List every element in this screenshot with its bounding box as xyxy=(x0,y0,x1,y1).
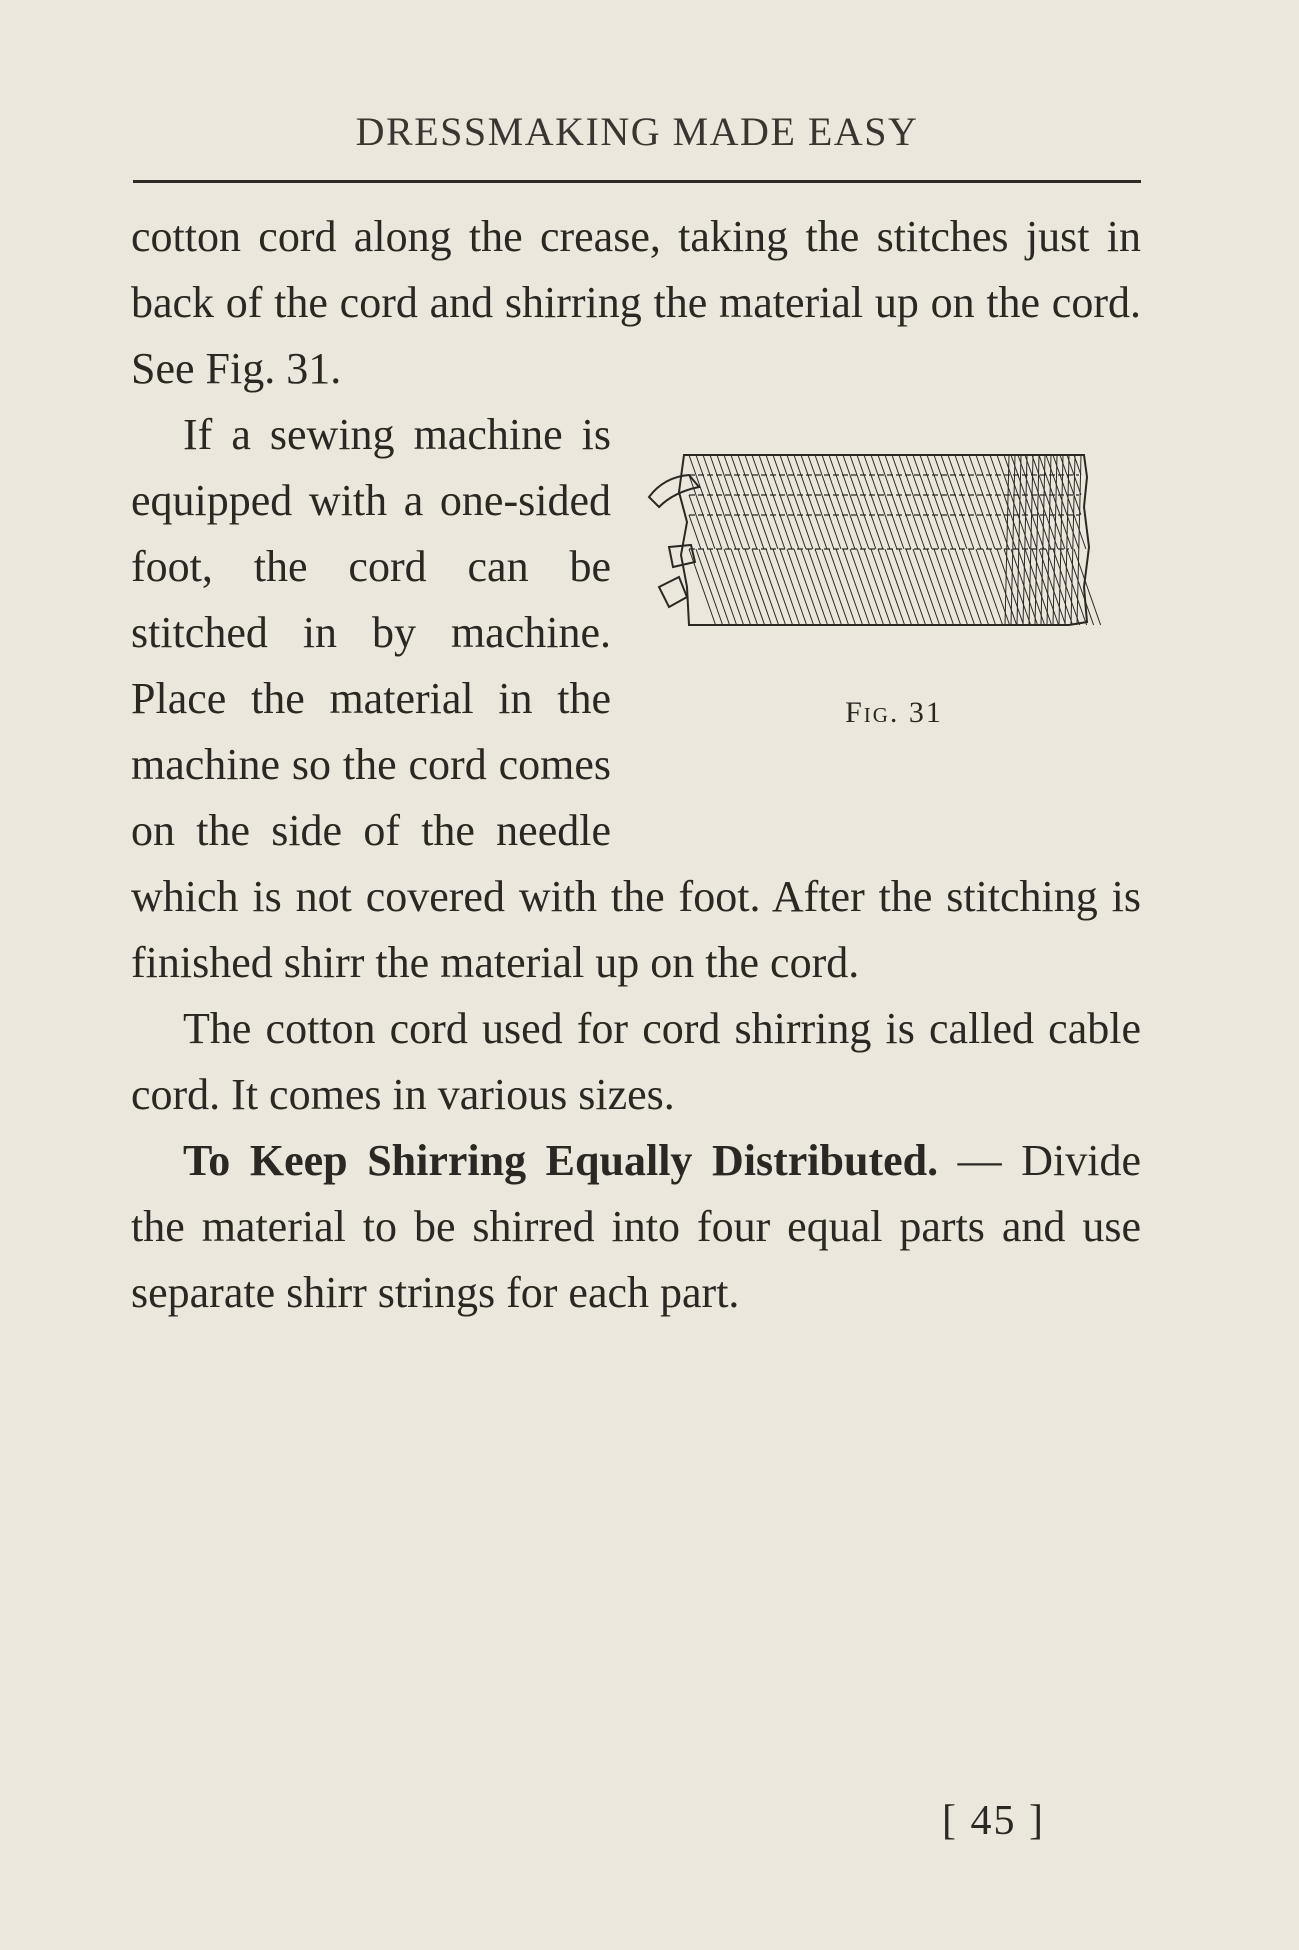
em-dash: — xyxy=(938,1136,1022,1185)
run-in-heading: To Keep Shirring Equally Distributed. xyxy=(183,1136,939,1185)
page-number: [ 45 ] xyxy=(942,1798,1045,1844)
paragraph-1: cotton cord along the crease, taking the stitches just in back of the cord and shirring the material up on the cord. See Fig. 31. xyxy=(131,212,1141,393)
figure-31 xyxy=(629,402,1141,802)
figure-caption: Fig. 31 xyxy=(845,696,943,729)
body-text xyxy=(131,204,1141,1326)
header-rule xyxy=(133,180,1141,183)
running-head: DRESSMAKING MADE EASY xyxy=(355,109,919,154)
paragraph-2: If a sewing machine is equipped with a one-sided foot, the cord can be stitched in by machine. Place the material in the machine so the cord comes on the side of the needle which is not covered with the foot. After the stitching is finished shirr the material up on the cord. xyxy=(131,410,1141,987)
paragraph-3: The cotton cord used for cord shirring is called cable cord. It comes in various sizes. xyxy=(131,1004,1141,1119)
paragraph-4 xyxy=(131,1128,1141,1326)
paragraph-4-body: Divide the material to be shirred into four equal parts and use separate shirr strings for each part. xyxy=(131,1136,1142,1317)
cord-shirring-illustration xyxy=(629,437,1109,677)
